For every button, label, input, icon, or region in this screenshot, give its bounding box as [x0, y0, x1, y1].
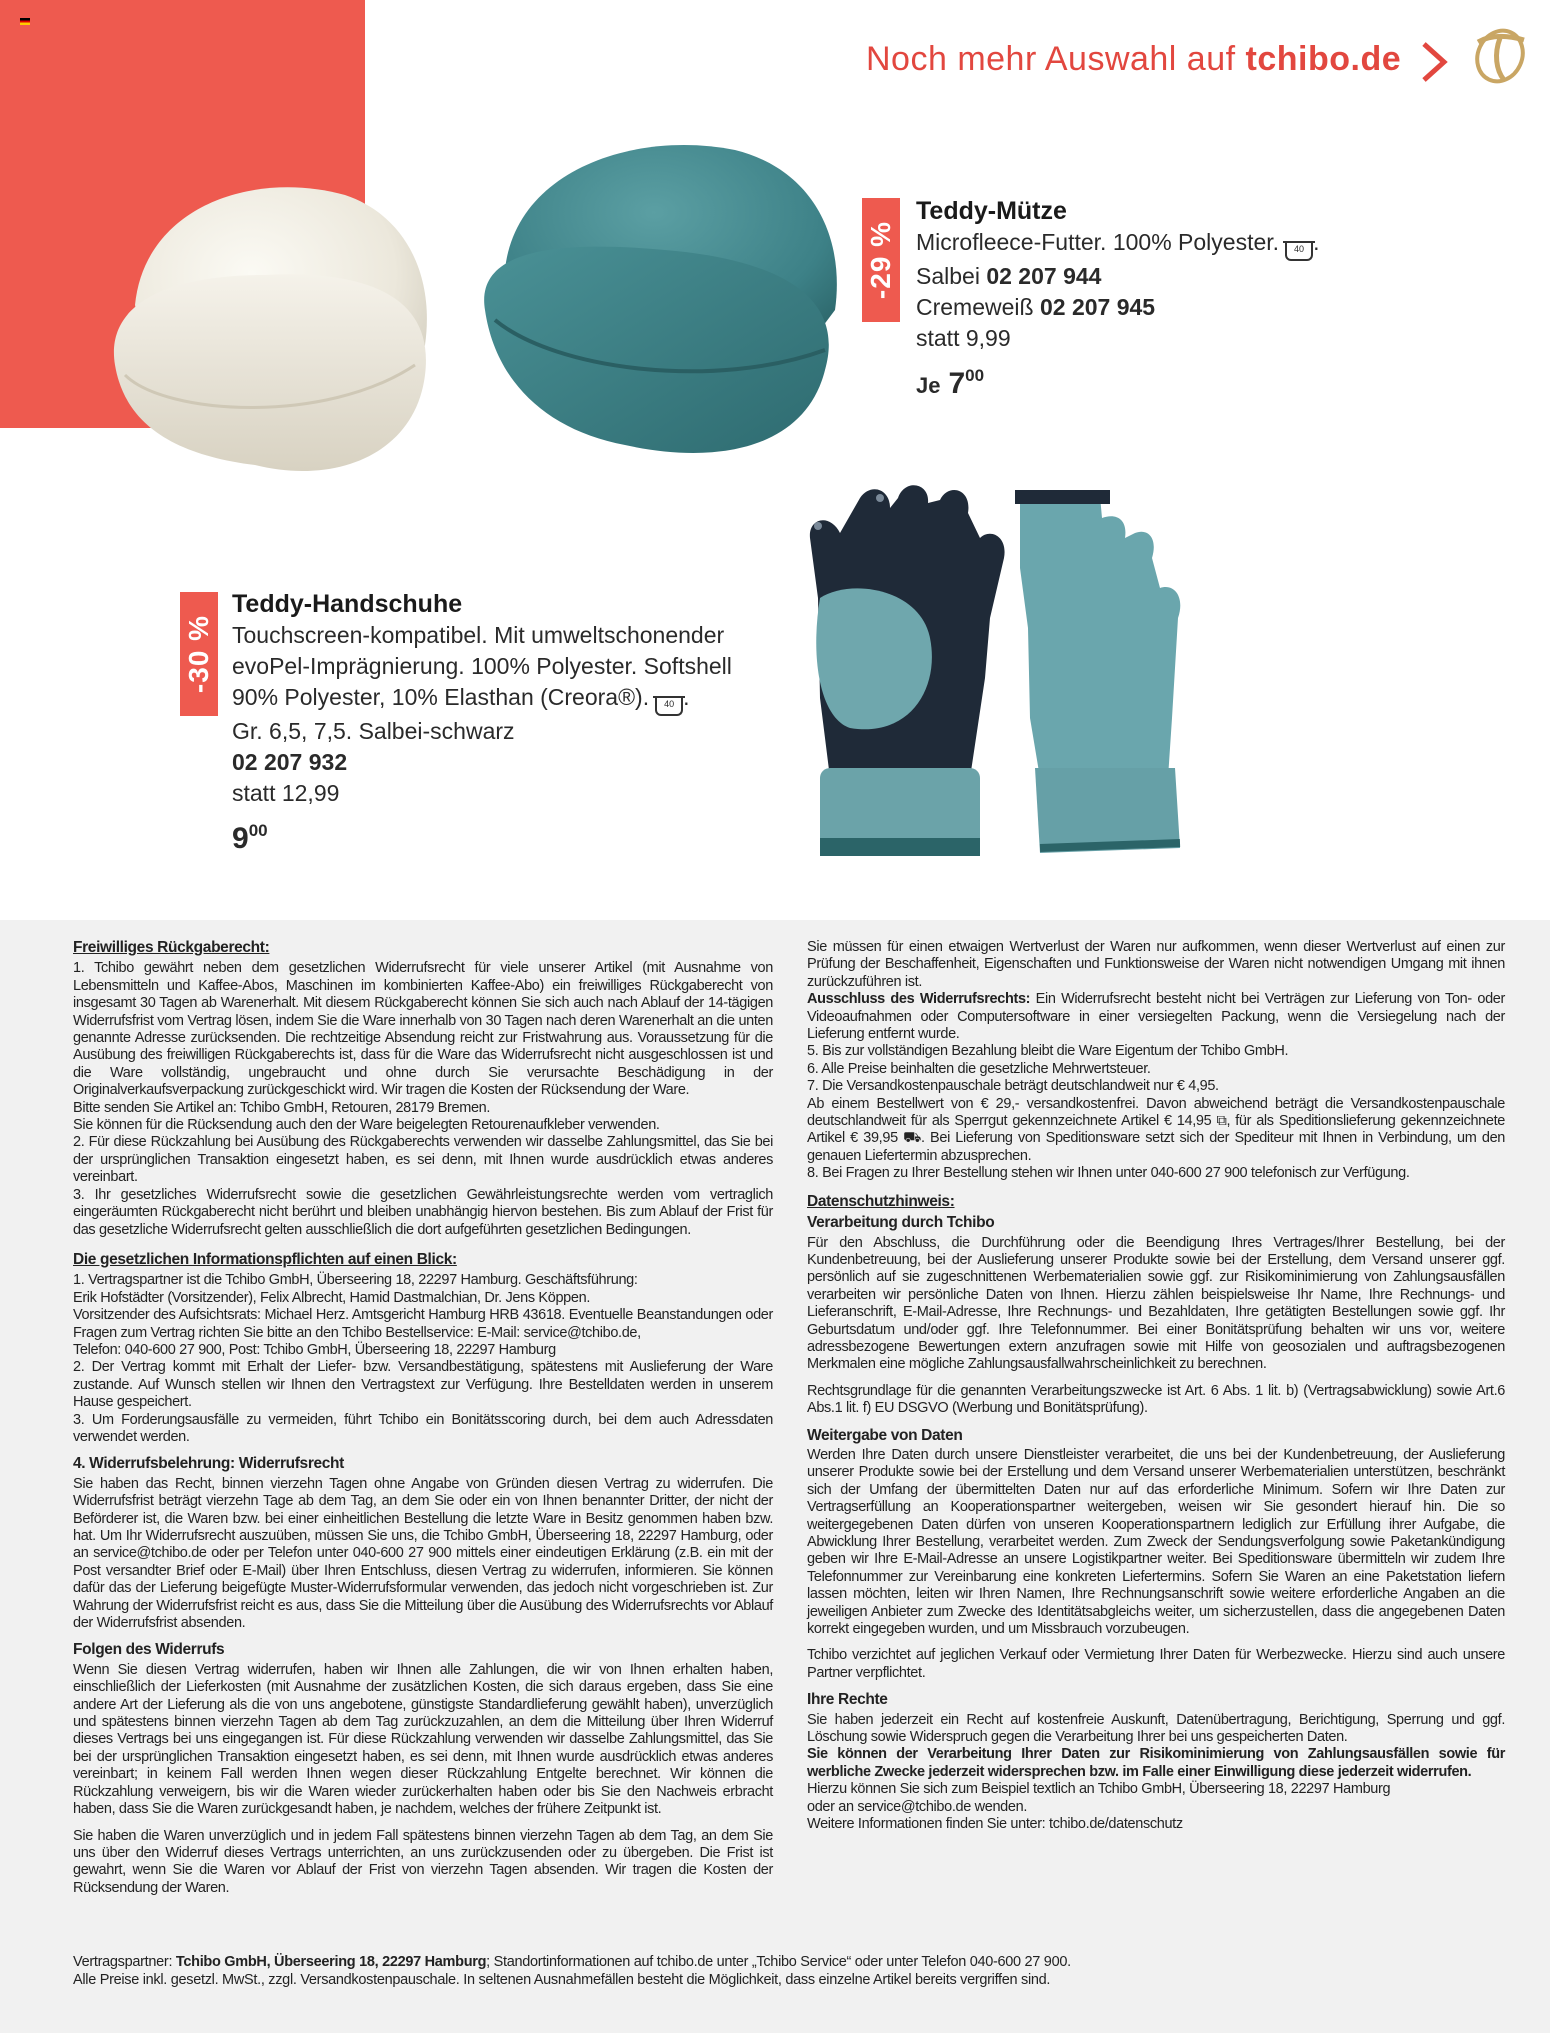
article-number: 02 207 932	[232, 749, 348, 775]
product-title: Teddy-Handschuhe	[232, 590, 463, 618]
heading-datenschutz: Datenschutzhinweis:	[807, 1192, 955, 1210]
product-description-line: evoPel-Imprägnierung. 100% Polyester. Softshell	[232, 653, 732, 679]
product-title: Teddy-Mütze	[916, 197, 1067, 225]
legal-column-left	[73, 939, 773, 1897]
paragraph: Ab einem Bestellwert von € 29,- versandkostenfrei. Davon abweichend beträgt die Versandkostenpauschale deutschlandweit für als Sperrgut gekennzeichnete Artikel € 14,95 ⧉, für als Speditionslieferung gekennzeichnete Artikel € 39,95 ⛟. Bei Lieferung von Speditionsware setzt sich der Spediteur mit Ihnen in Verbindung, um den genauen Liefertermin abzusprechen.	[807, 1095, 1505, 1164]
paragraph: Tchibo verzichtet auf jeglichen Verkauf oder Vermietung Ihrer Daten für Werbezwecke. Hierzu sind auch unsere Partner verpflichtet.	[807, 1647, 1505, 1681]
footer-line: Alle Preise inkl. gesetzl. MwSt., zzgl. Versandkostenpauschale. In seltenen Ausnahmefällen besteht die Möglichkeit, dass einzelne Artikel bereits vergriffen sind.	[73, 1972, 1051, 1988]
germany-flag-icon	[20, 18, 30, 25]
paragraph: Hierzu können Sie sich zum Beispiel textlich an Tchibo GmbH, Überseering 18, 22297 Hamburg	[807, 1781, 1391, 1798]
paragraph: 1. Vertragspartner ist die Tchibo GmbH, Überseering 18, 22297 Hamburg. Geschäftsführung:	[73, 1272, 638, 1289]
heading-folgen-widerruf: Folgen des Widerrufs	[73, 1641, 225, 1659]
paragraph: 6. Alle Preise beinhalten die gesetzliche Mehrwertsteuer.	[807, 1060, 1151, 1077]
paragraph: Erik Hofstädter (Vorsitzender), Felix Albrecht, Hamid Dastmalchian, Dr. Jens Köppen.	[73, 1289, 590, 1306]
paragraph: Weitere Informationen finden Sie unter: tchibo.de/datenschutz	[807, 1816, 1183, 1833]
product-description-line: 90% Polyester, 10% Elasthan (Creora®). 40 .	[232, 682, 772, 716]
paragraph: Sie haben jederzeit ein Recht auf kostenfreie Auskunft, Datenübertragung, Berichtigung, Sperrung und ggf. Löschung sowie Widerspruch gegen die Verarbeitung Ihrer bei uns gespeicherten Daten.	[807, 1711, 1505, 1746]
paragraph: 1. Tchibo gewährt neben dem gesetzlichen Widerrufsrecht für viele unserer Artikel (mit Ausnahme von Lebensmitteln und Kaffee-Abos, Maschinen im kombinierten Kaffee-Abo) ein freiwilliges Rückgaberecht von insgesamt 30 Tagen ab Warenerhalt. Mit diesem Rückgaberecht können Sie sich auch nach Ablauf der 14-tägigen Widerrufsfrist vom Vertrag lösen, indem Sie die Ware innerhalb von 30 Tagen nach deren Warenerhalt an die unten genannte Adresse zurücksenden. Die rechtzeitige Absendung reicht zur Fristwahrung aus. Voraussetzung für die Ausübung des freiwilligen Rückgaberechts ist, dass für die Ware das Widerrufsrecht nicht ausgeschlossen ist und die Ware vollständig, ungebraucht und ohne durch Sie verursachte Beschädigung in der Originalverkaufsverpackung zurückgeschickt wird. Wir tragen die Kosten der Rücksendung der Ware.	[73, 960, 773, 1099]
legal-section	[0, 920, 1550, 2033]
wash-40-icon: 40	[655, 696, 683, 716]
price: $9^{00}$	[232, 821, 268, 855]
product-description: Microfleece-Futter. 100% Polyester. 40 .	[916, 227, 1436, 261]
header-brand: tchibo.de	[1245, 40, 1402, 78]
paragraph: Telefon: 040-600 27 900, Post: Tchibo GmbH, Überseering 18, 22297 Hamburg	[73, 1341, 556, 1358]
paragraph: Bitte senden Sie Artikel an: Tchibo GmbH, Retouren, 28179 Bremen.	[73, 1099, 491, 1116]
tchibo-link[interactable]	[866, 40, 1401, 79]
paragraph: Ausschluss des Widerrufsrechts: Ein Widerrufsrecht besteht nicht bei Verträgen zur Lieferung von Ton- oder Videoaufnahmen oder Computersoftware in einer versiegelten Packung, wenn die Versiegelung nach der Lieferung entfernt wurde.	[807, 991, 1505, 1043]
paragraph: oder an service@tchibo.de wenden.	[807, 1798, 1028, 1815]
paragraph: Vorsitzender des Aufsichtsrats: Michael Herz. Amtsgericht Hamburg HRB 43618. Eventuelle Beanstandungen oder Fragen zum Vertrag richten Sie bitte an den Tchibo Bestellservice: E-Mail: service@tchibo.de,	[73, 1307, 773, 1341]
heading-widerrufsbelehrung: 4. Widerrufsbelehrung: Widerrufsrecht	[73, 1455, 344, 1473]
footer-line: Vertragspartner: Tchibo GmbH, Überseering 18, 22297 Hamburg; Standortinformationen auf tchibo.de unter „Tchibo Service“ oder unter Telefon 040-600 27 900.	[73, 1954, 1071, 1970]
hat-cream-image	[105, 165, 445, 515]
paragraph: Wenn Sie diesen Vertrag widerrufen, haben wir Ihnen alle Zahlungen, die wir von Ihnen erhalten haben, einschließlich der Lieferkosten (mit Ausnahme der zusätzlichen Kosten, die sich daraus ergeben, dass Sie eine andere Art der Lieferung als die von uns angebotene, günstigste Standardlieferung gewählt haben), unverzüglich und spätestens binnen vierzehn Tagen ab dem Tag zurückzuzahlen, an dem die Mitteilung über Ihren Widerruf dieses Vertrags bei uns eingegangen ist. Für diese Rückzahlung verwenden wir dasselbe Zahlungsmittel, das Sie bei der ursprünglichen Transaktion eingesetzt haben, es sei denn, mit Ihnen wurde ausdrücklich etwas anderes vereinbart; in keinem Fall werden Ihnen wegen dieser Rückzahlung Entgelte berechnet. Wir können die Rückzahlung verweigern, bis wir die Waren wieder zurückerhalten haben oder bis Sie den Nachweis erbracht haben, dass Sie die Waren zurückgesandt haben, je nachdem, welches der frühere Zeitpunkt ist.	[73, 1661, 773, 1818]
product-sizes: Gr. 6,5, 7,5. Salbei-schwarz	[232, 718, 515, 744]
variant-salbei: Salbei 02 207 944	[916, 263, 1102, 289]
paragraph: 2. Für diese Rückzahlung bei Ausübung des Rückgaberechts verwenden wir dasselbe Zahlungsmittel, das Sie bei der ursprünglichen Transaktion eingesetzt haben, es sei denn, mit Ihnen wurde ausdrücklich etwas anderes vereinbart.	[73, 1134, 773, 1186]
paragraph: 2. Der Vertrag kommt mit Erhalt der Liefer- bzw. Versandbestätigung, spätestens mit Auslieferung der Ware zustande. Auf Wunsch stellen wir Ihnen den Vertragstext zur Verfügung. Ihre Bestelldaten werden in unserem Hause gespeichert.	[73, 1359, 773, 1411]
paragraph: 7. Die Versandkostenpauschale beträgt deutschlandweit nur € 4,95.	[807, 1078, 1219, 1095]
paragraph: Sie müssen für einen etwaigen Wertverlust der Waren nur aufkommen, wenn dieser Wertverlust auf einen zur Prüfung der Beschaffenheit, Eigenschaften und Funktionsweise der Waren nicht notwendigen Umgang mit ihnen zurückzuführen ist.	[807, 939, 1505, 990]
paragraph: 3. Ihr gesetzliches Widerrufsrecht sowie die gesetzlichen Gewährleistungsrechte werden vom vertraglich eingeräumten Rückgaberecht nicht berührt und bleiben unabhängig hiervon bestehen. Bis zum Ablauf der Frist für das gesetzliche Widerrufsrecht gelten ausschließlich die dort aufgeführten gesetzlichen Bedingungen.	[73, 1186, 773, 1238]
gloves-image	[790, 478, 1190, 868]
price: Je $7^{00}$	[916, 366, 985, 400]
heading-weitergabe: Weitergabe von Daten	[807, 1426, 963, 1444]
paragraph: Sie können für die Rücksendung auch den der Ware beigelegten Retourenaufkleber verwenden.	[73, 1117, 660, 1134]
paragraph: Rechtsgrundlage für die genannten Verarbeitungszwecke ist Art. 6 Abs. 1 lit. b) (Vertragsabwicklung) sowie Art.6 Abs.1 lit. f) EU DSGVO (Werbung und Bonitätsprüfung).	[807, 1382, 1505, 1417]
heading-verarbeitung: Verarbeitung durch Tchibo	[807, 1214, 995, 1232]
discount-badge: -29 %	[862, 198, 900, 322]
heading-informationspflichten: Die gesetzlichen Informationspflichten auf einen Blick:	[73, 1250, 457, 1268]
paragraph: Sie können der Verarbeitung Ihrer Daten zur Risikominimierung von Zahlungsausfällen sowie für werbliche Zwecke jederzeit widersprechen bzw. im Falle einer Einwilligung diese jederzeit widerrufen.	[807, 1746, 1505, 1780]
paragraph: Werden Ihre Daten durch unsere Dienstleister verarbeitet, die uns bei der Kundenbetreuung, der Auslieferung unserer Produkte sowie bei der Erstellung und dem Versand unserer Werbematerialien unterstützen, beschränkt sich der Umfang der übermittelten Daten nur auf das erforderliche Minimum. Sofern wir Ihre Daten zur Vertragserfüllung an Kooperationspartner weitergeben, weisen wir Sie gesondert hierauf hin. Die so weitergegebenen Daten dürfen von unseren Kooperationspartnern lediglich zur Erfüllung ihrer Aufgabe, die Abwicklung Ihrer Bestellung, verarbeitet werden. Zum Zweck der Sendungsverfolgung sowie Paketankündigung geben wir Ihre E-Mail-Adresse an unsere Logistikpartner weiter. Bei Speditionsware übermitteln wir zudem Ihre Telefonnummer zur Vereinbarung eine konkreten Liefertermins. Sofern Sie Waren an eine Paketstation liefern lassen möchten, leiten wir Ihren Namen, Ihre Rechnungsanschrift sowie weitere erforderliche Angaben an die jeweiligen Anbieter zum Zwecke des Identitätsabgleichs weiter, um sicherzustellen, dass die angegebenen Daten korrekt eingegeben wurden, und um Missbrauch vorzubeugen.	[807, 1446, 1505, 1638]
paragraph: 8. Bei Fragen zu Ihrer Bestellung stehen wir Ihnen unter 040-600 27 900 telefonisch zur Verfügung.	[807, 1165, 1410, 1182]
paragraph: Sie haben das Recht, binnen vierzehn Tagen ohne Angabe von Gründen diesen Vertrag zu widerrufen. Die Widerrufsfrist beträgt vierzehn Tage ab dem Tag, an dem Sie oder ein von Ihnen benannter Dritter, der nicht der Beförderer ist, die Waren bzw. bei einer einheitlichen Bestellung die letzte Ware in Besitz genommen haben bzw. hat. Um Ihr Widerrufsrecht auszuüben, müssen Sie uns, die Tchibo GmbH, Überseering 18, 22297 Hamburg, oder an service@tchibo.de oder per Telefon unter 040-600 27 900 mittels einer eindeutigen Erklärung (z.B. ein mit der Post versandter Brief oder E-Mail) über Ihren Entschluss, diesen Vertrag zu widerrufen, informieren. Sie können dafür das der Lieferung beigefügte Muster-Widerrufsformular verwenden, das jedoch nicht vorgeschrieben ist. Zur Wahrung der Widerrufsfrist reicht es aus, dass Sie die Mitteilung über die Ausübung des Widerrufsrechts vor Ablauf der Widerrufsfrist absenden.	[73, 1475, 773, 1632]
header-prefix: Noch mehr Auswahl auf	[866, 40, 1246, 78]
heading-ihre-rechte: Ihre Rechte	[807, 1691, 888, 1709]
product-description-line: Touchscreen-kompatibel. Mit umweltschonender	[232, 622, 725, 648]
paragraph: Für den Abschluss, die Durchführung oder die Beendigung Ihres Vertrages/Ihrer Bestellung, bei der Kundenbetreuung, bei der Auslieferung unserer Produkte sowie bei der Erstellung, dem Versand unserer ggf. persönlich auf sie zugeschnittenen Werbematerialien sowie ggf. zur Risikominimierung von Zahlungsausfällen verarbeiten wir persönliche Daten von Ihnen. Hierzu zählen beispielsweise Ihr Name, Ihre Rechnungs- und Lieferanschrift, E-Mail-Adresse, Ihre Rechnungs- und Bezahldaten, Ihre getätigten Bestellungen sowie ggf. Ihr Geburtsdatum und/oder ggf. Ihre Telefonnummer. Bei einer Bonitätsprüfung behalten wir uns vor, weitere adressbezogene Bewertungen extern anzufragen sowie mit Hilfe von geosozialen und auftragsbezogenen Merkmalen eine mögliche Zahlungsausfallwahrscheinlichkeit zu berechnen.	[807, 1234, 1505, 1373]
heading-rueckgaberecht: Freiwilliges Rückgaberecht:	[73, 939, 270, 956]
footer	[73, 1953, 1523, 1989]
discount-badge: -30 %	[180, 592, 218, 716]
offer-teddy-mutze	[916, 196, 1436, 401]
old-price: statt 9,99	[916, 325, 1011, 351]
variant-cremeweiss: Cremeweiß 02 207 945	[916, 294, 1156, 320]
tchibo-bean-logo-icon	[1470, 24, 1528, 86]
chevron-right-icon[interactable]	[1418, 38, 1450, 86]
offer-teddy-handschuhe	[232, 589, 772, 854]
paragraph: 3. Um Forderungsausfälle zu vermeiden, führt Tchibo ein Bonitätsscoring durch, bei dem auch Adressdaten verwendet werden.	[73, 1411, 773, 1445]
hat-teal-image	[465, 120, 855, 470]
wash-40-icon: 40	[1285, 241, 1313, 261]
legal-column-right	[807, 939, 1505, 1834]
old-price: statt 12,99	[232, 780, 340, 806]
paragraph: 5. Bis zur vollständigen Bezahlung bleibt die Ware Eigentum der Tchibo GmbH.	[807, 1043, 1289, 1060]
paragraph: Sie haben die Waren unverzüglich und in jedem Fall spätestens binnen vierzehn Tagen ab dem Tag, an dem Sie uns über den Widerruf dieses Vertrags unterrichten, an uns zurückzusenden oder zu übergeben. Die Frist ist gewahrt, wenn Sie die Waren vor Ablauf der Frist von vierzehn Tagen absenden. Wir tragen die Kosten der Rücksendung der Waren.	[73, 1827, 773, 1896]
